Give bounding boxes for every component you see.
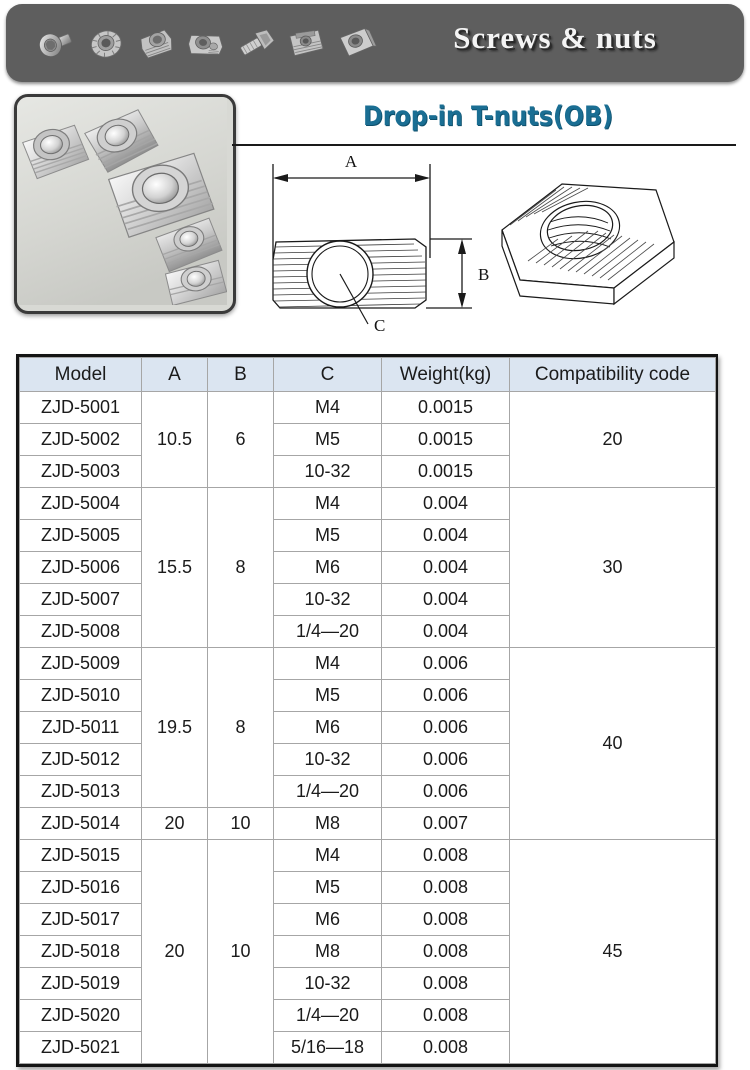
page-header-banner xyxy=(6,4,744,82)
cell-thread-c: 1/4—20 xyxy=(274,776,382,808)
table-row xyxy=(20,488,716,520)
cell-thread-c: M8 xyxy=(274,808,382,840)
cell-thread-c: M4 xyxy=(274,392,382,424)
cell-weight: 0.007 xyxy=(382,808,510,840)
cell-thread-c: M5 xyxy=(274,424,382,456)
cell-model: ZJD-5007 xyxy=(20,584,142,616)
cell-weight: 0.004 xyxy=(382,616,510,648)
cell-thread-c: M6 xyxy=(274,904,382,936)
cell-thread-c: 10-32 xyxy=(274,744,382,776)
cell-weight: 0.008 xyxy=(382,968,510,1000)
column-header-model: Model xyxy=(20,358,142,392)
cell-weight: 0.006 xyxy=(382,776,510,808)
cell-dimension-b: 8 xyxy=(208,488,274,648)
cell-compatibility-code: 40 xyxy=(510,648,716,840)
cell-thread-c: M5 xyxy=(274,872,382,904)
title-divider xyxy=(232,144,736,146)
cell-model: ZJD-5008 xyxy=(20,616,142,648)
cell-weight: 0.004 xyxy=(382,584,510,616)
cell-compatibility-code: 45 xyxy=(510,840,716,1064)
cell-weight: 0.008 xyxy=(382,1032,510,1064)
cell-thread-c: 10-32 xyxy=(274,584,382,616)
cell-dimension-a: 15.5 xyxy=(142,488,208,648)
cell-model: ZJD-5009 xyxy=(20,648,142,680)
cell-model: ZJD-5018 xyxy=(20,936,142,968)
drop-in-t-nut-icon xyxy=(184,20,228,66)
cell-weight: 0.008 xyxy=(382,904,510,936)
socket-head-screw-icon xyxy=(34,20,78,66)
cell-model: ZJD-5001 xyxy=(20,392,142,424)
cell-model: ZJD-5020 xyxy=(20,1000,142,1032)
cell-model: ZJD-5019 xyxy=(20,968,142,1000)
cell-weight: 0.006 xyxy=(382,744,510,776)
cell-weight: 0.008 xyxy=(382,872,510,904)
cell-model: ZJD-5002 xyxy=(20,424,142,456)
square-t-nut-icon xyxy=(334,20,378,66)
column-header-weight: Weight(kg) xyxy=(382,358,510,392)
specification-table xyxy=(16,354,718,1067)
cell-thread-c: M6 xyxy=(274,552,382,584)
cell-model: ZJD-5006 xyxy=(20,552,142,584)
cell-thread-c: M5 xyxy=(274,520,382,552)
cell-thread-c: 5/16—18 xyxy=(274,1032,382,1064)
cell-weight: 0.004 xyxy=(382,488,510,520)
cell-model: ZJD-5005 xyxy=(20,520,142,552)
cell-compatibility-code: 20 xyxy=(510,392,716,488)
serrated-flange-nut-icon xyxy=(84,20,128,66)
cell-weight: 0.008 xyxy=(382,1000,510,1032)
table-header-row xyxy=(20,358,716,392)
cell-model: ZJD-5015 xyxy=(20,840,142,872)
cell-dimension-b: 10 xyxy=(208,808,274,840)
cell-weight: 0.0015 xyxy=(382,392,510,424)
cell-weight: 0.004 xyxy=(382,552,510,584)
cell-thread-c: 1/4—20 xyxy=(274,616,382,648)
column-header-code: Compatibility code xyxy=(510,358,716,392)
cell-dimension-b: 10 xyxy=(208,840,274,1064)
cell-weight: 0.004 xyxy=(382,520,510,552)
cell-thread-c: M5 xyxy=(274,680,382,712)
cell-model: ZJD-5012 xyxy=(20,744,142,776)
roll-in-t-nut-icon xyxy=(134,20,178,66)
cell-compatibility-code: 30 xyxy=(510,488,716,648)
cell-model: ZJD-5003 xyxy=(20,456,142,488)
page-title: Drop-in T-nuts(OB) xyxy=(363,101,613,132)
cell-model: ZJD-5021 xyxy=(20,1032,142,1064)
table-row xyxy=(20,392,716,424)
cell-dimension-a: 19.5 xyxy=(142,648,208,808)
cell-thread-c: 10-32 xyxy=(274,968,382,1000)
cell-thread-c: M6 xyxy=(274,712,382,744)
cell-dimension-a: 10.5 xyxy=(142,392,208,488)
cell-model: ZJD-5010 xyxy=(20,680,142,712)
product-photo xyxy=(14,94,236,314)
cell-thread-c: M4 xyxy=(274,488,382,520)
cell-weight: 0.006 xyxy=(382,712,510,744)
table-row xyxy=(20,648,716,680)
cell-dimension-a: 20 xyxy=(142,840,208,1064)
cell-weight: 0.006 xyxy=(382,680,510,712)
column-header-b: B xyxy=(208,358,274,392)
t-bolt-icon xyxy=(234,20,278,66)
cell-model: ZJD-5014 xyxy=(20,808,142,840)
column-header-c: C xyxy=(274,358,382,392)
cell-weight: 0.006 xyxy=(382,648,510,680)
technical-drawing xyxy=(240,150,740,345)
cell-thread-c: M4 xyxy=(274,840,382,872)
cell-thread-c: M8 xyxy=(274,936,382,968)
cell-thread-c: 10-32 xyxy=(274,456,382,488)
cell-model: ZJD-5011 xyxy=(20,712,142,744)
cell-thread-c: 1/4—20 xyxy=(274,1000,382,1032)
cell-model: ZJD-5016 xyxy=(20,872,142,904)
cell-weight: 0.0015 xyxy=(382,424,510,456)
cell-model: ZJD-5013 xyxy=(20,776,142,808)
cell-weight: 0.008 xyxy=(382,840,510,872)
callout-c-label: C xyxy=(374,316,386,335)
dimension-a-label: A xyxy=(344,152,358,171)
cell-weight: 0.008 xyxy=(382,936,510,968)
cell-dimension-b: 6 xyxy=(208,392,274,488)
cell-dimension-a: 20 xyxy=(142,808,208,840)
cell-thread-c: M4 xyxy=(274,648,382,680)
table-row xyxy=(20,840,716,872)
banner-title: Screws & nuts xyxy=(453,20,657,55)
column-header-a: A xyxy=(142,358,208,392)
cell-dimension-b: 8 xyxy=(208,648,274,808)
dimension-b-label: B xyxy=(478,265,490,284)
cell-model: ZJD-5017 xyxy=(20,904,142,936)
slot-nut-icon xyxy=(284,20,328,66)
cell-weight: 0.0015 xyxy=(382,456,510,488)
cell-model: ZJD-5004 xyxy=(20,488,142,520)
banner-fastener-strip xyxy=(34,14,404,72)
